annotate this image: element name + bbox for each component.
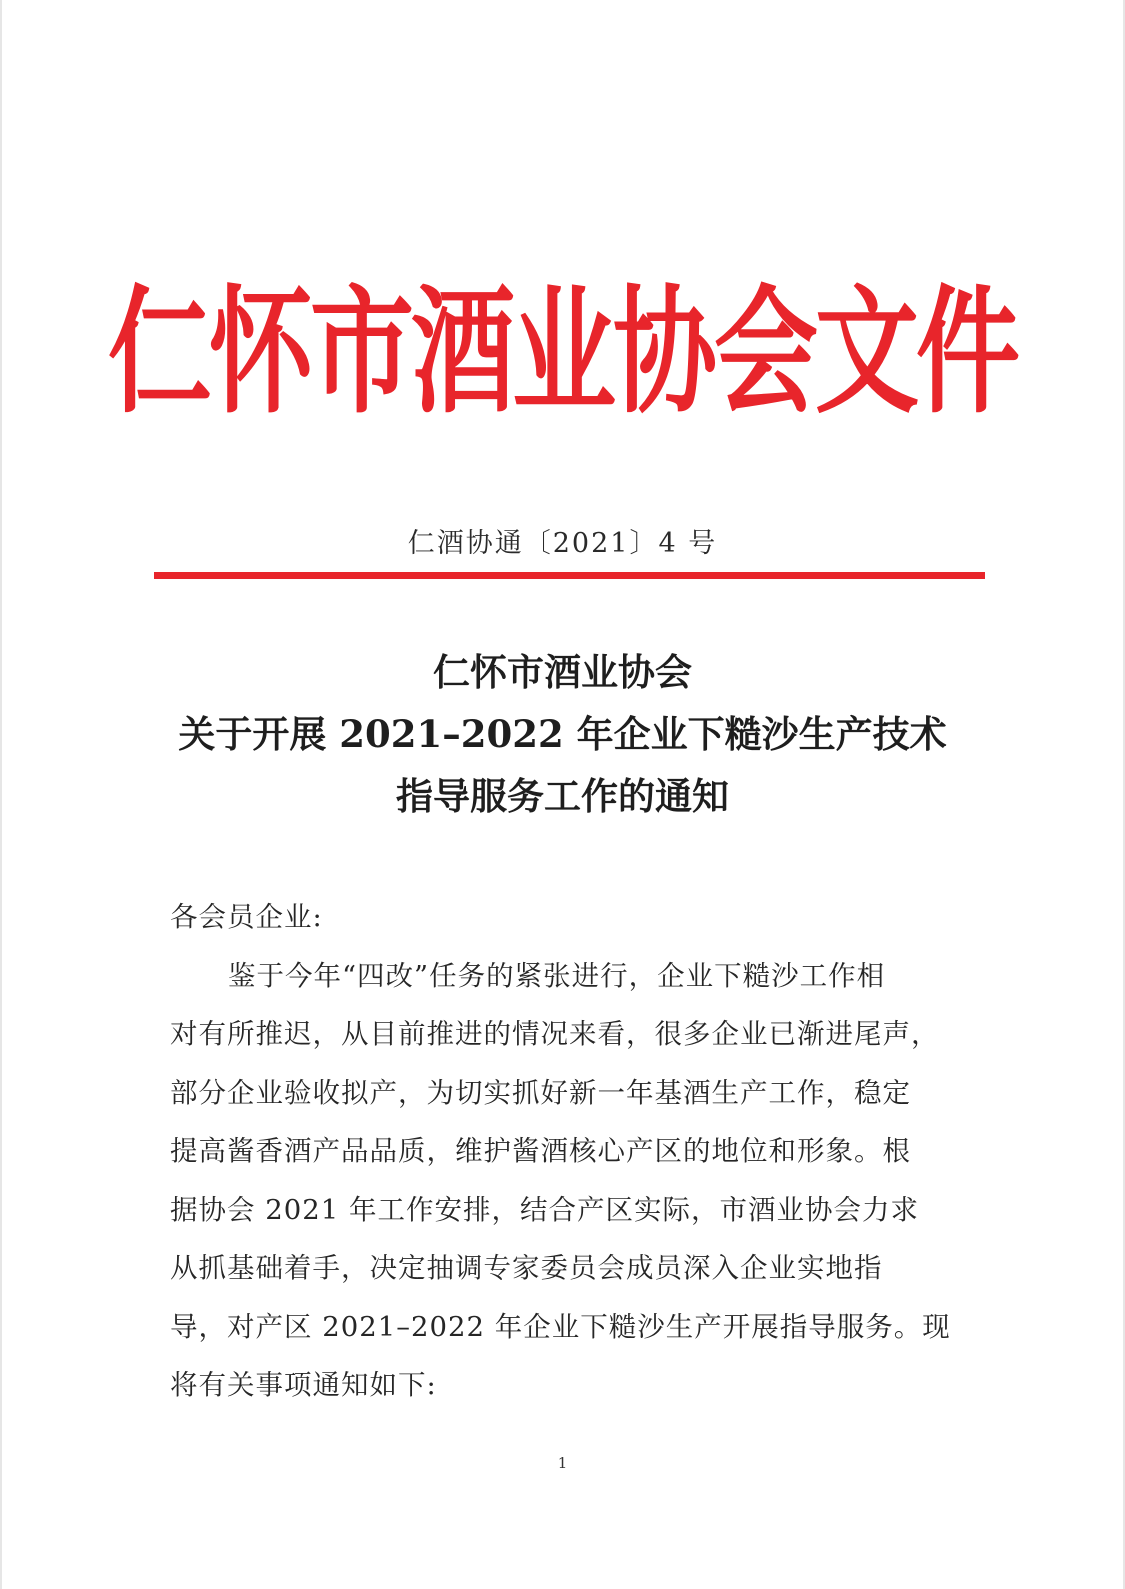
salutation: 各会员企业:: [170, 901, 323, 933]
body-line: 部分企业验收拟产，为切实抓好新一年基酒生产工作，稳定: [170, 1076, 911, 1109]
body-line: 据协会 2021 年工作安排，结合产区实际，市酒业协会力求: [170, 1193, 919, 1226]
red-separator-rule: [154, 572, 985, 579]
document-number: 仁酒协通〔2021〕4 号: [407, 528, 718, 559]
notice-title-line-2: 关于开展 2021–2022 年企业下糙沙生产技术: [178, 712, 947, 756]
body-line: 导，对产区 2021–2022 年企业下糙沙生产开展指导服务。现: [170, 1310, 951, 1343]
body-line: 从抓基础着手，决定抽调专家委员会成员深入企业实地指: [170, 1252, 883, 1284]
body-line: 将有关事项通知如下:: [170, 1369, 437, 1401]
notice-body: [170, 888, 960, 1415]
notice-title-line-1: 仁怀市酒业协会: [433, 650, 692, 694]
body-line: 提高酱香酒产品品质，维护酱酒核心产区的地位和形象。根: [170, 1135, 911, 1167]
notice-title-line-3: 指导服务工作的通知: [396, 774, 729, 818]
document-masthead: 仁怀市酒业协会文件: [107, 271, 1017, 433]
body-line: 对有所推迟，从目前推进的情况来看，很多企业已渐进尾声，: [170, 1018, 940, 1050]
page-number: 1: [557, 1454, 568, 1472]
body-line: 鉴于今年“四改”任务的紧张进行，企业下糙沙工作相: [228, 959, 886, 992]
notice-title: [0, 641, 1125, 827]
